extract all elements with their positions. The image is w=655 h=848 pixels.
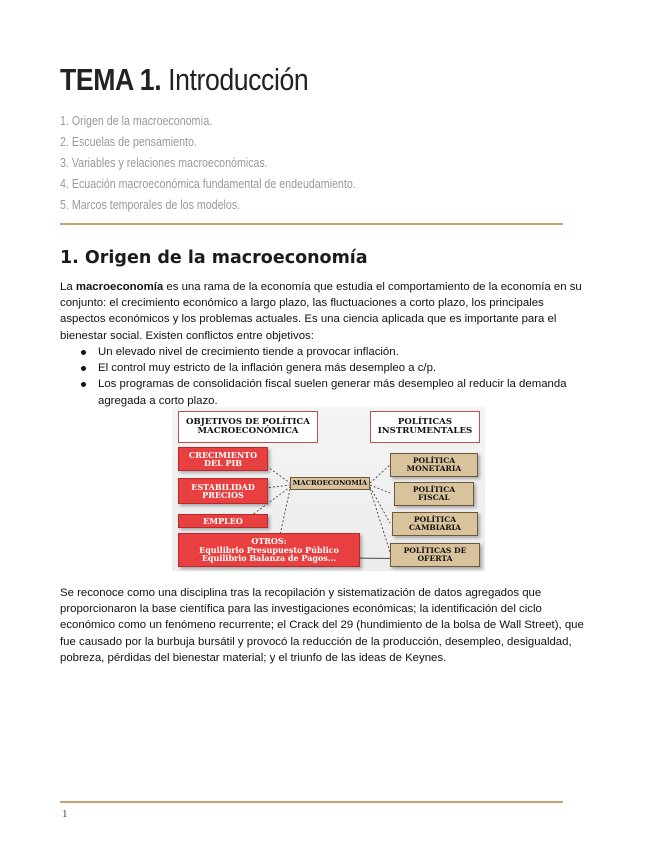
objective-others — [178, 533, 360, 567]
bullet-item: Un elevado nivel de crecimiento tiende a provocar inflación. — [78, 344, 590, 360]
header-line: POLÍTICAS — [397, 416, 453, 427]
toc-item: 5. Marcos temporales de los modelos. — [60, 197, 241, 212]
bullet-list — [78, 344, 590, 409]
box-line: OTROS: — [251, 536, 287, 547]
box-line: EMPLEO — [203, 515, 243, 526]
objective-price-stability — [178, 478, 268, 504]
history-paragraph: Se reconoce como una disciplina tras la recopilación y sistematización de datos agregados que proporcionaron la base científica para las investigaciones económicas; la identificación del ciclo económico como un fenómeno recurrente; el Crack del 29 (hundimiento de la bolsa de Wall Street), que fue causado por la burbuja bursátil y provocó la reducción de la producción, desempleo, desigualdad, pobreza, pérdidas del bienestar material; y el triunfo de las ideas de Keynes. — [60, 587, 584, 664]
header-line: INSTRUMENTALES — [377, 426, 473, 436]
macroeconomics-diagram — [172, 407, 485, 571]
box-line: MONETARIA — [406, 464, 462, 473]
box-line: MACROECONOMÍA — [292, 478, 368, 487]
header-divider — [60, 223, 563, 225]
footer-divider — [60, 801, 563, 803]
policy-supply — [390, 543, 480, 567]
header-line: OBJETIVOS DE POLÍTICA — [186, 416, 310, 427]
title-prefix: TEMA 1. — [60, 62, 162, 97]
box-line: PRECIOS — [202, 490, 244, 500]
objective-growth — [178, 447, 268, 471]
bold-term: macroeconomía — [75, 281, 164, 293]
policy-monetary — [390, 453, 478, 477]
box-line: POLÍTICA — [412, 456, 456, 466]
toc-item: 3. Variables y relaciones macroeconómicas. — [60, 155, 268, 170]
box-line: Equilibrio Presupuesto Público — [199, 544, 339, 555]
toc-item: 1. Origen de la macroeconomía. — [60, 113, 213, 128]
title-rest: Introducción — [168, 62, 309, 97]
box-line: POLÍTICAS DE — [403, 546, 467, 556]
header-instruments — [370, 411, 480, 443]
table-of-contents — [60, 110, 421, 215]
box-line: Equilibrio Balanza de Pagos... — [201, 553, 337, 564]
header-objectives — [178, 411, 318, 443]
toc-item: 4. Ecuación macroeconómica fundamental de endeudamiento. — [60, 176, 356, 191]
text-run: es una rama de la economía que estudia el comportamiento de la economía en su conjunto: el crecimiento económico a largo plazo, las fluctuaciones a corto plazo, los principales aspectos económicos y los problemas actuales. Es una ciencia aplicada que es importante para el bienestar social. Existen conflictos entre objetivos: — [60, 281, 582, 342]
box-line: ESTABILIDAD — [191, 481, 255, 492]
box-line: POLÍTICA — [413, 515, 457, 525]
box-line: CRECIMIENTO — [188, 449, 258, 460]
box-line: CAMBIARIA — [409, 523, 461, 532]
box-line: DEL PIB — [204, 458, 242, 468]
text-run: La — [60, 281, 76, 293]
page-number: 1 — [62, 808, 68, 820]
toc-item: 2. Escuelas de pensamiento. — [60, 134, 197, 149]
box-line: FISCAL — [418, 493, 450, 502]
objective-employment — [178, 514, 268, 528]
box-line: POLÍTICA — [412, 485, 456, 495]
bullet-item: El control muy estricto de la inflación genera más desempleo a c/p. — [78, 360, 590, 376]
header-line: MACROECONÓMICA — [197, 426, 299, 436]
intro-paragraph — [60, 279, 590, 344]
policy-fiscal — [394, 482, 474, 506]
center-macroeconomy — [290, 477, 370, 490]
page-title — [60, 60, 308, 100]
section-heading: 1. Origen de la macroeconomía — [60, 248, 368, 268]
policy-exchange-rate — [392, 512, 478, 536]
bullet-item: Los programas de consolidación fiscal suelen generar más desempleo al reducir la demanda agregada a corto plazo. — [78, 376, 590, 408]
box-line: OFERTA — [417, 554, 453, 563]
